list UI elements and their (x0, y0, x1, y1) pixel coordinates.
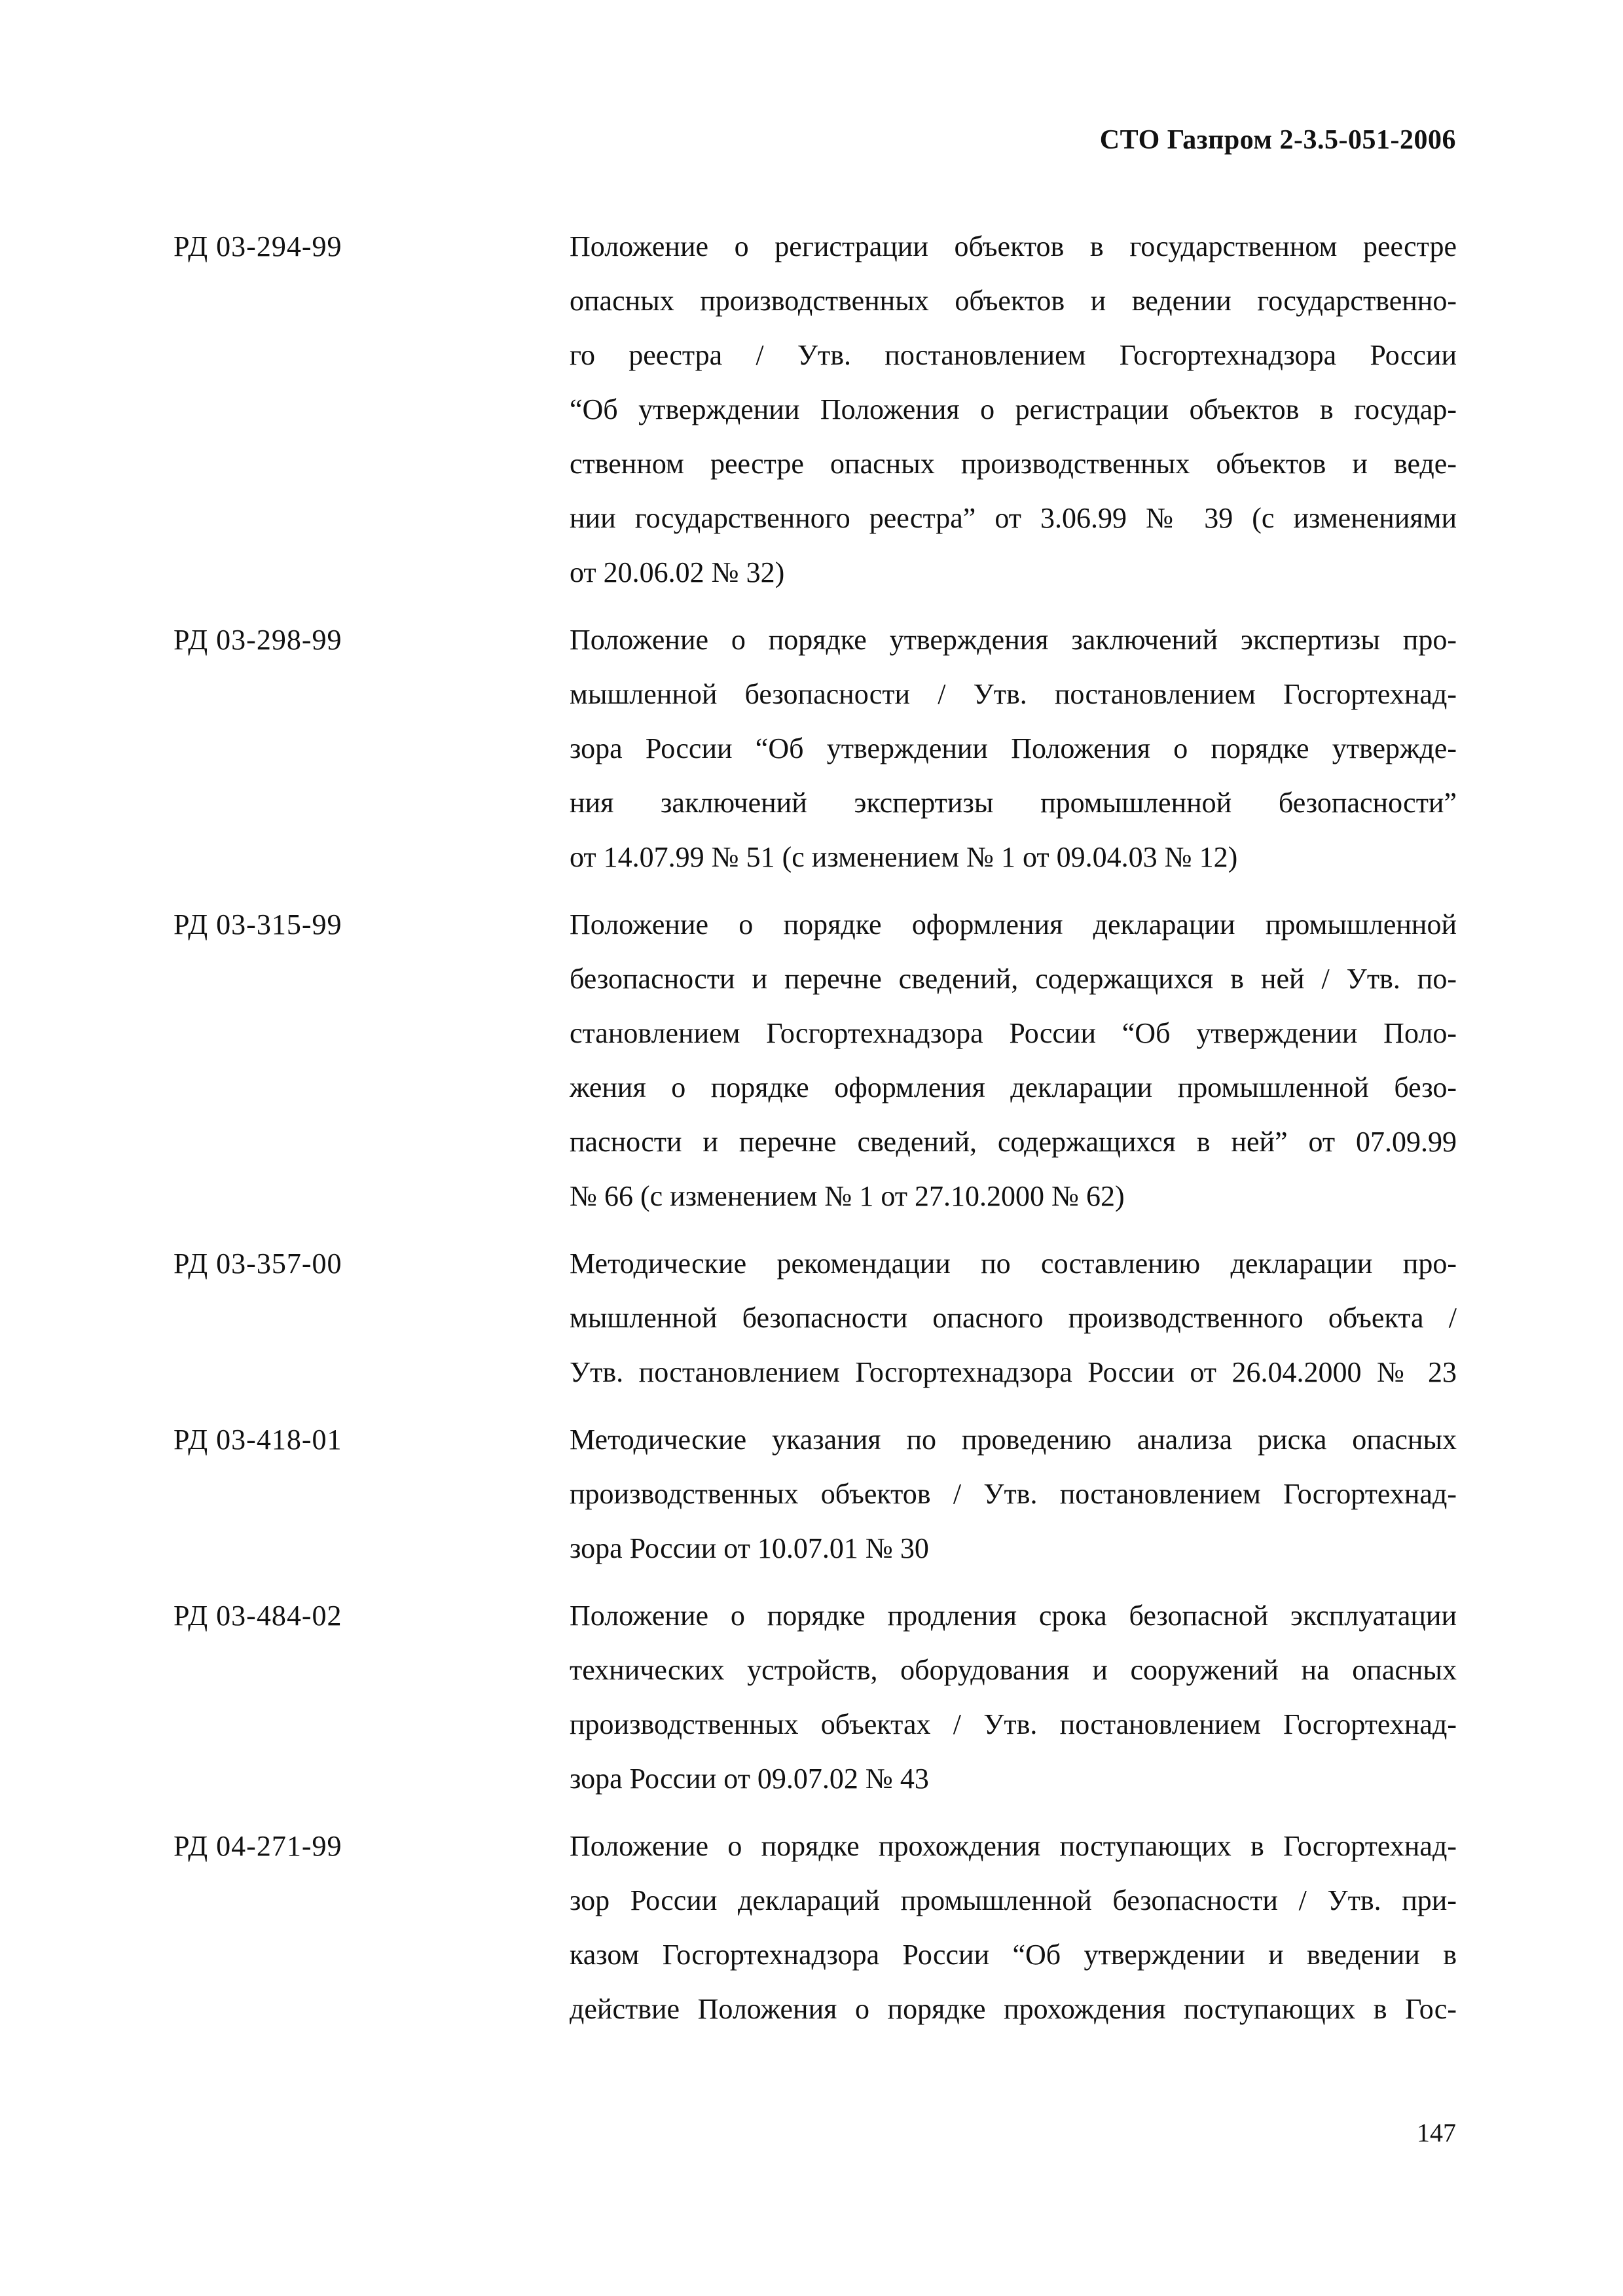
reference-entry (173, 1236, 1457, 1399)
text-line: Методические указания по проведению анализа риска опасных (570, 1424, 1457, 1456)
text-line: зор России деклараций промышленной безопасности / Утв. при- (570, 1884, 1457, 1916)
reference-description (570, 1412, 1457, 1575)
text-line: жения о порядке оформления декларации промышленной безо- (570, 1071, 1457, 1103)
text-line: Положение о порядке прохождения поступающих в Госгортехнад- (570, 1830, 1457, 1862)
text-line: производственных объектов / Утв. постановлением Госгортехнад- (570, 1478, 1457, 1510)
text-line: ственном реестре опасных производственных объектов и веде- (570, 448, 1457, 480)
reference-description (570, 897, 1457, 1223)
text-line: го реестра / Утв. постановлением Госгортехнадзора России (570, 339, 1457, 371)
text-line: № 66 (с изменением № 1 от 27.10.2000 № 62) (570, 1180, 1125, 1212)
reference-code: РД 03-315-99 (173, 908, 342, 941)
document-header: СТО Газпром 2-3.5-051-2006 (1099, 125, 1456, 155)
reference-code: РД 03-484-02 (173, 1600, 342, 1632)
text-line: зора России от 10.07.01 № 30 (570, 1532, 929, 1564)
text-line: мышленной безопасности / Утв. постановлением Госгортехнад- (570, 678, 1457, 710)
reference-code: РД 03-294-99 (173, 230, 342, 262)
reference-description (570, 1236, 1457, 1399)
reference-description (570, 613, 1457, 884)
text-line: мышленной безопасности опасного производственного объекта / (570, 1302, 1457, 1334)
reference-description (570, 1588, 1457, 1806)
text-line: Методические рекомендации по составлению декларации про- (570, 1247, 1457, 1280)
text-line: действие Положения о порядке прохождения поступающих в Гос- (570, 1993, 1457, 2025)
text-line: технических устройств, оборудования и сооружений на опасных (570, 1654, 1457, 1686)
reference-entry (173, 1588, 1457, 1806)
text-line: зора России от 09.07.02 № 43 (570, 1763, 929, 1795)
text-line: нии государственного реестра” от 3.06.99 № 39 (с изменениями (570, 502, 1457, 534)
reference-entry (173, 1412, 1457, 1575)
text-line: безопасности и перечне сведений, содержащихся в ней / Утв. по- (570, 963, 1457, 995)
text-line: от 14.07.99 № 51 (с изменением № 1 от 09.04.03 № 12) (570, 841, 1238, 873)
text-line: зора России “Об утверждении Положения о порядке утвержде- (570, 732, 1457, 764)
text-line: Положение о порядке утверждения заключений экспертизы про- (570, 624, 1457, 656)
text-line: Положение о порядке продления срока безопасной эксплуатации (570, 1600, 1457, 1632)
reference-description (570, 1819, 1457, 2036)
reference-description (570, 219, 1457, 600)
reference-entry (173, 219, 1457, 600)
reference-code: РД 03-357-00 (173, 1247, 342, 1280)
reference-code: РД 03-298-99 (173, 624, 342, 656)
text-line: казом Госгортехнадзора России “Об утверждении и введении в (570, 1939, 1457, 1971)
reference-code: РД 04-271-99 (173, 1830, 342, 1862)
reference-code: РД 03-418-01 (173, 1424, 342, 1456)
text-line: “Об утверждении Положения о регистрации объектов в государ- (570, 393, 1457, 425)
reference-entry (173, 897, 1457, 1223)
text-line: от 20.06.02 № 32) (570, 556, 785, 588)
page-number: 147 (1417, 2118, 1456, 2147)
reference-list (173, 219, 1457, 2049)
text-line: опасных производственных объектов и ведении государственно- (570, 285, 1457, 317)
text-line: производственных объектах / Утв. постановлением Госгортехнад- (570, 1708, 1457, 1740)
text-line: становлением Госгортехнадзора России “Об утверждении Поло- (570, 1017, 1457, 1049)
text-line: пасности и перечне сведений, содержащихся в ней” от 07.09.99 (570, 1126, 1457, 1158)
text-line: Положение о порядке оформления декларации промышленной (570, 908, 1457, 941)
reference-entry (173, 613, 1457, 884)
text-line: Утв. постановлением Госгортехнадзора России от 26.04.2000 № 23 (570, 1356, 1457, 1388)
text-line: Положение о регистрации объектов в государственном реестре (570, 230, 1457, 262)
text-line: ния заключений экспертизы промышленной безопасности” (570, 787, 1457, 819)
reference-entry (173, 1819, 1457, 2036)
